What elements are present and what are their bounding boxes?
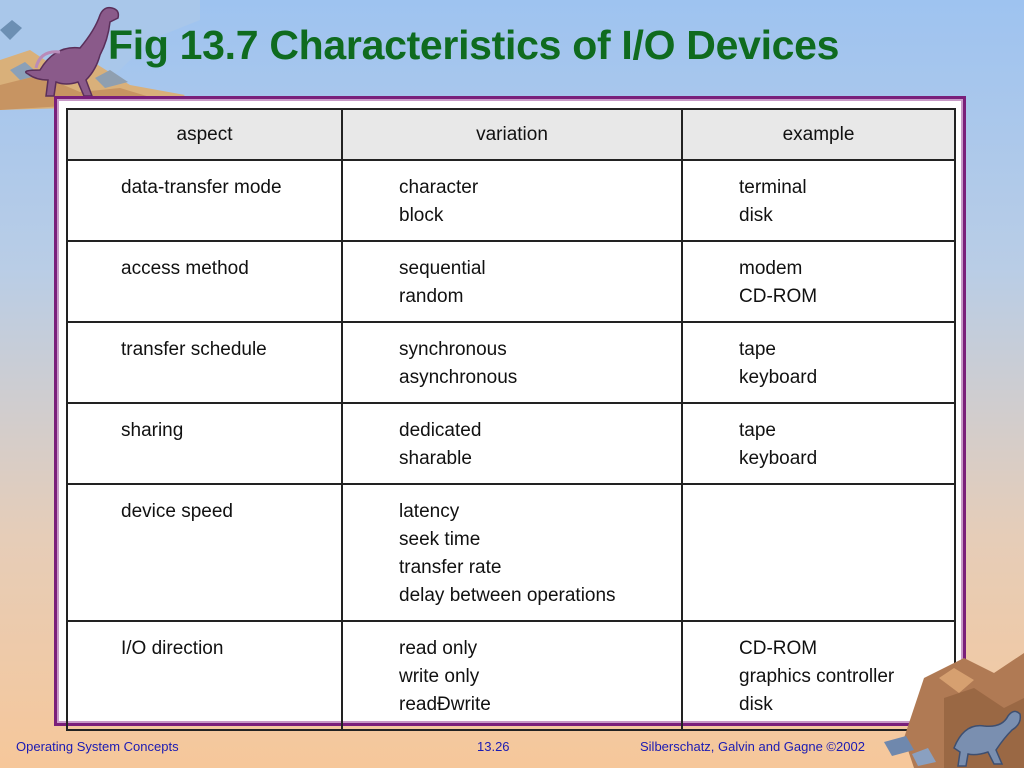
table-header-row [67,109,955,160]
header-example: example [682,109,955,160]
variation-cell: character block [342,160,682,241]
header-aspect: aspect [67,109,342,160]
table-row [67,160,955,241]
footer-course-title: Operating System Concepts [16,739,179,754]
table-frame [54,96,966,726]
aspect-cell: data-transfer mode [67,160,342,241]
io-characteristics-table [66,108,956,731]
example-cell: CD-ROM graphics controller disk [682,621,955,730]
aspect-cell: transfer schedule [67,322,342,403]
aspect-cell: access method [67,241,342,322]
variation-cell: sequential random [342,241,682,322]
header-variation: variation [342,109,682,160]
example-cell [682,484,955,621]
table-row [67,322,955,403]
slide-title: Fig 13.7 Characteristics of I/O Devices [108,22,840,68]
table-row [67,484,955,621]
variation-cell: read only write only readĐwrite [342,621,682,730]
example-cell: terminal disk [682,160,955,241]
footer-copyright: Silberschatz, Galvin and Gagne ©2002 [640,739,865,754]
aspect-cell: sharing [67,403,342,484]
example-cell: tape keyboard [682,403,955,484]
variation-cell: synchronous asynchronous [342,322,682,403]
aspect-cell: device speed [67,484,342,621]
footer-page-number: 13.26 [477,739,510,754]
variation-cell: latency seek time transfer rate delay between operations [342,484,682,621]
variation-cell: dedicated sharable [342,403,682,484]
aspect-cell: I/O direction [67,621,342,730]
table-row [67,621,955,730]
table-row [67,403,955,484]
example-cell: modem CD-ROM [682,241,955,322]
dinosaur-illustration-icon [884,638,1024,768]
table-row [67,241,955,322]
example-cell: tape keyboard [682,322,955,403]
